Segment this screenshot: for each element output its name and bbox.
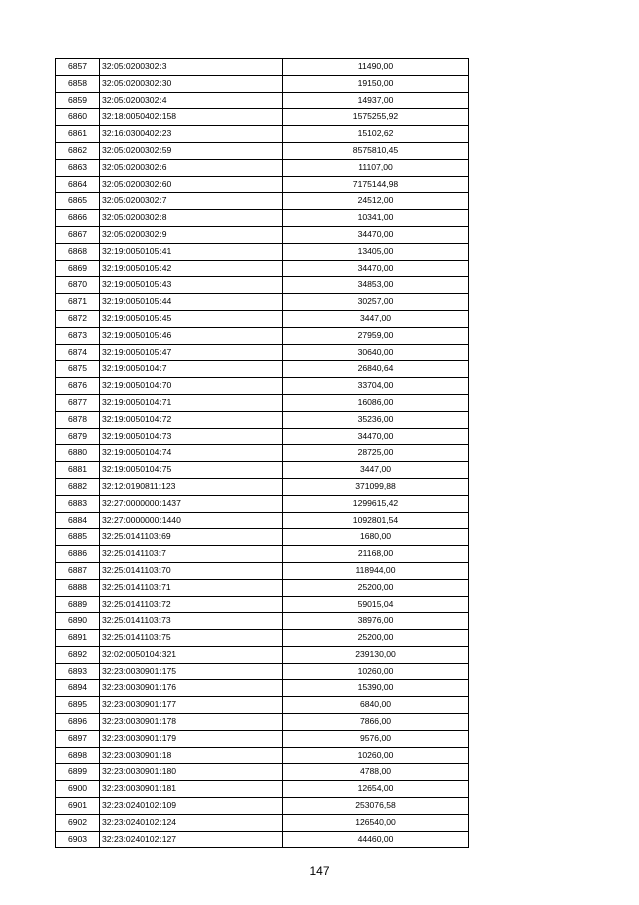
value-cell: 7175144,98 (283, 176, 469, 193)
row-number-cell: 6893 (56, 663, 100, 680)
cadastral-number-cell: 32:19:0050104:75 (100, 462, 283, 479)
row-number-cell: 6890 (56, 613, 100, 630)
value-cell: 13405,00 (283, 243, 469, 260)
table-row (56, 630, 469, 647)
table-row (56, 579, 469, 596)
cadastral-number-cell: 32:25:0141103:75 (100, 630, 283, 647)
row-number-cell: 6903 (56, 831, 100, 848)
value-cell: 24512,00 (283, 193, 469, 210)
cadastral-number-cell: 32:23:0030901:179 (100, 730, 283, 747)
cadastral-number-cell: 32:05:0200302:4 (100, 92, 283, 109)
cadastral-number-cell: 32:23:0030901:180 (100, 764, 283, 781)
table-row (56, 764, 469, 781)
table-row (56, 546, 469, 563)
row-number-cell: 6882 (56, 478, 100, 495)
table-row (56, 714, 469, 731)
cadastral-number-cell: 32:25:0141103:72 (100, 596, 283, 613)
cadastral-number-cell: 32:05:0200302:7 (100, 193, 283, 210)
table-row (56, 411, 469, 428)
row-number-cell: 6860 (56, 109, 100, 126)
value-cell: 44460,00 (283, 831, 469, 848)
value-cell: 9576,00 (283, 730, 469, 747)
cadastral-number-cell: 32:05:0200302:8 (100, 210, 283, 227)
value-cell: 14937,00 (283, 92, 469, 109)
table-row (56, 109, 469, 126)
row-number-cell: 6886 (56, 546, 100, 563)
row-number-cell: 6892 (56, 646, 100, 663)
cadastral-number-cell: 32:27:0000000:1440 (100, 512, 283, 529)
row-number-cell: 6888 (56, 579, 100, 596)
cadastral-number-cell: 32:23:0030901:181 (100, 781, 283, 798)
cadastral-number-cell: 32:19:0050104:74 (100, 445, 283, 462)
value-cell: 33704,00 (283, 378, 469, 395)
value-cell: 16086,00 (283, 394, 469, 411)
cadastral-number-cell: 32:19:0050104:71 (100, 394, 283, 411)
cadastral-number-cell: 32:25:0141103:71 (100, 579, 283, 596)
row-number-cell: 6878 (56, 411, 100, 428)
value-cell: 118944,00 (283, 562, 469, 579)
table-row (56, 394, 469, 411)
value-cell: 30257,00 (283, 294, 469, 311)
row-number-cell: 6857 (56, 59, 100, 76)
row-number-cell: 6872 (56, 310, 100, 327)
cadastral-number-cell: 32:18:0050402:158 (100, 109, 283, 126)
row-number-cell: 6902 (56, 814, 100, 831)
table-row (56, 92, 469, 109)
value-cell: 239130,00 (283, 646, 469, 663)
value-cell: 10260,00 (283, 663, 469, 680)
value-cell: 3447,00 (283, 462, 469, 479)
table-row (56, 310, 469, 327)
table-row (56, 142, 469, 159)
value-cell: 11107,00 (283, 159, 469, 176)
value-cell: 1092801,54 (283, 512, 469, 529)
value-cell: 15390,00 (283, 680, 469, 697)
row-number-cell: 6861 (56, 126, 100, 143)
cadastral-number-cell: 32:19:0050105:43 (100, 277, 283, 294)
table-row (56, 478, 469, 495)
cadastral-number-cell: 32:23:0030901:178 (100, 714, 283, 731)
table-row (56, 663, 469, 680)
row-number-cell: 6900 (56, 781, 100, 798)
table-row (56, 59, 469, 76)
table-row (56, 646, 469, 663)
table-row (56, 159, 469, 176)
row-number-cell: 6901 (56, 798, 100, 815)
row-number-cell: 6867 (56, 226, 100, 243)
value-cell: 1575255,92 (283, 109, 469, 126)
data-table (55, 58, 469, 848)
row-number-cell: 6898 (56, 747, 100, 764)
value-cell: 30640,00 (283, 344, 469, 361)
table-row (56, 210, 469, 227)
table-row (56, 596, 469, 613)
table-row (56, 512, 469, 529)
value-cell: 35236,00 (283, 411, 469, 428)
value-cell: 10341,00 (283, 210, 469, 227)
cadastral-number-cell: 32:19:0050104:73 (100, 428, 283, 445)
table-row (56, 562, 469, 579)
table-row (56, 680, 469, 697)
value-cell: 19150,00 (283, 75, 469, 92)
value-cell: 27959,00 (283, 327, 469, 344)
value-cell: 126540,00 (283, 814, 469, 831)
value-cell: 34470,00 (283, 428, 469, 445)
row-number-cell: 6865 (56, 193, 100, 210)
table-row (56, 277, 469, 294)
cadastral-number-cell: 32:19:0050104:70 (100, 378, 283, 395)
value-cell: 6840,00 (283, 697, 469, 714)
row-number-cell: 6859 (56, 92, 100, 109)
row-number-cell: 6869 (56, 260, 100, 277)
table-row (56, 294, 469, 311)
row-number-cell: 6862 (56, 142, 100, 159)
value-cell: 8575810,45 (283, 142, 469, 159)
table-row (56, 344, 469, 361)
table-row (56, 378, 469, 395)
cadastral-number-cell: 32:23:0240102:127 (100, 831, 283, 848)
value-cell: 15102,62 (283, 126, 469, 143)
value-cell: 26840,64 (283, 361, 469, 378)
value-cell: 34470,00 (283, 260, 469, 277)
value-cell: 1680,00 (283, 529, 469, 546)
row-number-cell: 6880 (56, 445, 100, 462)
value-cell: 28725,00 (283, 445, 469, 462)
value-cell: 10260,00 (283, 747, 469, 764)
table-row (56, 462, 469, 479)
row-number-cell: 6868 (56, 243, 100, 260)
table-row (56, 75, 469, 92)
cadastral-number-cell: 32:27:0000000:1437 (100, 495, 283, 512)
cadastral-number-cell: 32:02:0050104:321 (100, 646, 283, 663)
cadastral-number-cell: 32:05:0200302:59 (100, 142, 283, 159)
value-cell: 25200,00 (283, 630, 469, 647)
value-cell: 59015,04 (283, 596, 469, 613)
row-number-cell: 6895 (56, 697, 100, 714)
table-row (56, 361, 469, 378)
cadastral-number-cell: 32:05:0200302:30 (100, 75, 283, 92)
cadastral-number-cell: 32:23:0030901:18 (100, 747, 283, 764)
row-number-cell: 6871 (56, 294, 100, 311)
cadastral-number-cell: 32:25:0141103:70 (100, 562, 283, 579)
table-row (56, 176, 469, 193)
page-number: 147 (309, 864, 330, 878)
row-number-cell: 6884 (56, 512, 100, 529)
value-cell: 38976,00 (283, 613, 469, 630)
table-row (56, 193, 469, 210)
table-row (56, 747, 469, 764)
table-row (56, 445, 469, 462)
value-cell: 11490,00 (283, 59, 469, 76)
cadastral-number-cell: 32:12:0190811:123 (100, 478, 283, 495)
table-row (56, 428, 469, 445)
row-number-cell: 6873 (56, 327, 100, 344)
cadastral-number-cell: 32:19:0050105:44 (100, 294, 283, 311)
value-cell: 34470,00 (283, 226, 469, 243)
table-row (56, 226, 469, 243)
row-number-cell: 6863 (56, 159, 100, 176)
row-number-cell: 6864 (56, 176, 100, 193)
value-cell: 7866,00 (283, 714, 469, 731)
cadastral-number-cell: 32:23:0030901:177 (100, 697, 283, 714)
cadastral-number-cell: 32:19:0050105:41 (100, 243, 283, 260)
cadastral-number-cell: 32:25:0141103:69 (100, 529, 283, 546)
cadastral-number-cell: 32:23:0030901:175 (100, 663, 283, 680)
value-cell: 34853,00 (283, 277, 469, 294)
row-number-cell: 6874 (56, 344, 100, 361)
table-row (56, 243, 469, 260)
value-cell: 371099,88 (283, 478, 469, 495)
table-row (56, 260, 469, 277)
row-number-cell: 6876 (56, 378, 100, 395)
table-row (56, 495, 469, 512)
row-number-cell: 6879 (56, 428, 100, 445)
cadastral-number-cell: 32:19:0050104:72 (100, 411, 283, 428)
row-number-cell: 6870 (56, 277, 100, 294)
cadastral-number-cell: 32:05:0200302:60 (100, 176, 283, 193)
table-row (56, 798, 469, 815)
value-cell: 253076,58 (283, 798, 469, 815)
cadastral-number-cell: 32:25:0141103:7 (100, 546, 283, 563)
row-number-cell: 6866 (56, 210, 100, 227)
row-number-cell: 6877 (56, 394, 100, 411)
table-row (56, 126, 469, 143)
table-row (56, 327, 469, 344)
cadastral-number-cell: 32:23:0030901:176 (100, 680, 283, 697)
row-number-cell: 6883 (56, 495, 100, 512)
value-cell: 3447,00 (283, 310, 469, 327)
row-number-cell: 6881 (56, 462, 100, 479)
cadastral-number-cell: 32:19:0050105:46 (100, 327, 283, 344)
row-number-cell: 6887 (56, 562, 100, 579)
row-number-cell: 6894 (56, 680, 100, 697)
value-cell: 25200,00 (283, 579, 469, 596)
cadastral-number-cell: 32:25:0141103:73 (100, 613, 283, 630)
table-row (56, 730, 469, 747)
table-row (56, 697, 469, 714)
row-number-cell: 6858 (56, 75, 100, 92)
value-cell: 1299615,42 (283, 495, 469, 512)
cadastral-number-cell: 32:19:0050105:42 (100, 260, 283, 277)
cadastral-number-cell: 32:05:0200302:9 (100, 226, 283, 243)
cadastral-number-cell: 32:23:0240102:109 (100, 798, 283, 815)
value-cell: 21168,00 (283, 546, 469, 563)
cadastral-number-cell: 32:19:0050104:7 (100, 361, 283, 378)
row-number-cell: 6875 (56, 361, 100, 378)
row-number-cell: 6899 (56, 764, 100, 781)
row-number-cell: 6896 (56, 714, 100, 731)
cadastral-number-cell: 32:16:0300402:23 (100, 126, 283, 143)
table-row (56, 529, 469, 546)
table-row (56, 814, 469, 831)
cadastral-number-cell: 32:19:0050105:47 (100, 344, 283, 361)
row-number-cell: 6891 (56, 630, 100, 647)
value-cell: 4788,00 (283, 764, 469, 781)
row-number-cell: 6897 (56, 730, 100, 747)
value-cell: 12654,00 (283, 781, 469, 798)
table-row (56, 613, 469, 630)
table-row (56, 781, 469, 798)
cadastral-number-cell: 32:23:0240102:124 (100, 814, 283, 831)
cadastral-number-cell: 32:05:0200302:3 (100, 59, 283, 76)
row-number-cell: 6889 (56, 596, 100, 613)
row-number-cell: 6885 (56, 529, 100, 546)
cadastral-number-cell: 32:05:0200302:6 (100, 159, 283, 176)
table-row (56, 831, 469, 848)
table-body (56, 59, 469, 848)
cadastral-number-cell: 32:19:0050105:45 (100, 310, 283, 327)
